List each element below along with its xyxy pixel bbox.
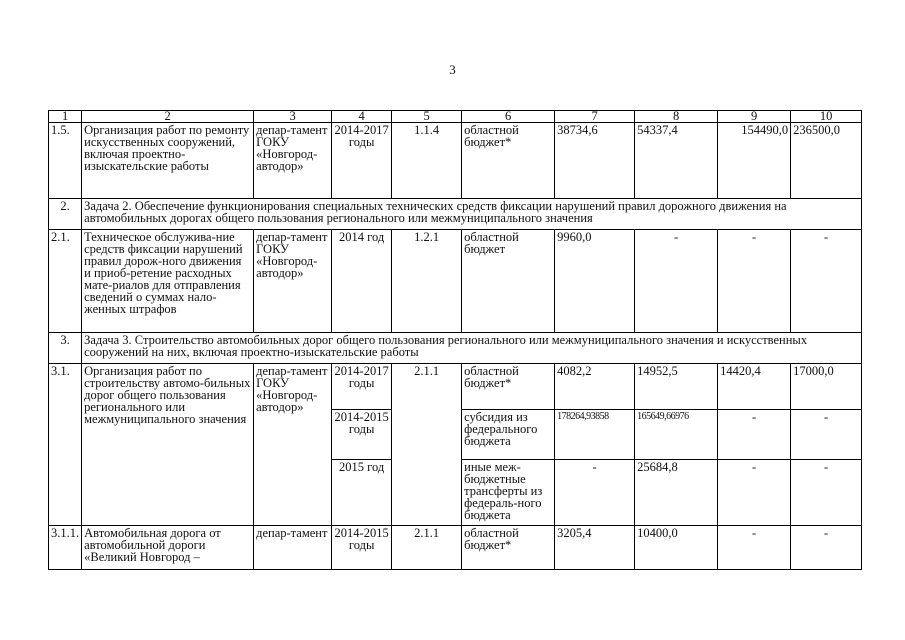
col-header-4: 4 (332, 111, 392, 123)
task-number: 3. (49, 333, 82, 364)
value-col-9: - (718, 460, 791, 526)
col-header-6: 6 (462, 111, 555, 123)
funding-source: областной бюджет* (462, 364, 555, 410)
value-col-8: - (635, 230, 718, 333)
col-header-2: 2 (82, 111, 254, 123)
table-row-3-1-1 (49, 526, 862, 570)
period: 2014-2015 годы (332, 410, 392, 460)
row-number: 3.1. (49, 364, 82, 526)
task-row-3 (49, 333, 862, 364)
executor: депар-тамент ГОКУ «Новгород-автодор» (254, 230, 332, 333)
task-text: Задача 3. Строительство автомобильных дорог общего пользования регионального или межмуниципального значения и искусственных сооружений на них, включая проектно-изыскательские работы (82, 333, 862, 364)
value-col-7: 4082,2 (555, 364, 635, 410)
value-col-8: 25684,8 (635, 460, 718, 526)
activity-name: Техническое обслужива-ние средств фиксации нарушений правил дорож-ного движения и приоб-ретение расходных мате-риалов для отправления сведений о суммах нало-женных штрафов (82, 230, 254, 333)
target-indicator: 2.1.1 (392, 364, 462, 526)
col-header-8: 8 (635, 111, 718, 123)
value-col-9: - (718, 230, 791, 333)
value-col-7: 38734,6 (555, 123, 635, 199)
target-indicator: 2.1.1 (392, 526, 462, 570)
task-text: Задача 2. Обеспечение функционирования специальных технических средств фиксации нарушений правил дорожного движения на автомобильных дорогах общего пользования регионального или межмуниципального значения (82, 199, 862, 230)
value-col-8: 10400,0 (635, 526, 718, 570)
activity-name: Автомобильная дорога от автомобильной дороги «Великий Новгород – (82, 526, 254, 570)
value-col-8: 165649,66976 (635, 410, 718, 460)
row-number: 3.1.1. (49, 526, 82, 570)
executor: депар-тамент ГОКУ «Новгород-автодор» (254, 123, 332, 199)
funding-source: областной бюджет* (462, 526, 555, 570)
executor: депар-тамент (254, 526, 332, 570)
value-col-9: - (718, 526, 791, 570)
col-header-1: 1 (49, 111, 82, 123)
value-col-10: - (791, 526, 862, 570)
value-col-9: - (718, 410, 791, 460)
page-number: 3 (449, 62, 456, 77)
value-col-10: - (791, 230, 862, 333)
value-col-10: 17000,0 (791, 364, 862, 410)
col-header-10: 10 (791, 111, 862, 123)
row-number: 2.1. (49, 230, 82, 333)
value-col-10: - (791, 460, 862, 526)
value-col-9: 14420,4 (718, 364, 791, 410)
column-number-row (49, 111, 862, 123)
period: 2014 год (332, 230, 392, 333)
row-number: 1.5. (49, 123, 82, 199)
col-header-9: 9 (718, 111, 791, 123)
value-col-8: 14952,5 (635, 364, 718, 410)
activity-name: Организация работ по строительству автомо-бильных дорог общего пользования регионального или межмуниципального значения (82, 364, 254, 526)
funding-source: иные меж-бюджетные трансферты из федераль-ного бюджета (462, 460, 555, 526)
task-number: 2. (49, 199, 82, 230)
period: 2015 год (332, 460, 392, 526)
task-row-2 (49, 199, 862, 230)
value-col-10: - (791, 410, 862, 460)
funding-source: субсидия из федерального бюджета (462, 410, 555, 460)
value-col-9: 154490,0 (718, 123, 791, 199)
table-row-2-1 (49, 230, 862, 333)
col-header-5: 5 (392, 111, 462, 123)
funding-source: областной бюджет* (462, 123, 555, 199)
col-header-7: 7 (555, 111, 635, 123)
period: 2014-2015 годы (332, 526, 392, 570)
executor: депар-тамент ГОКУ «Новгород-автодор» (254, 364, 332, 526)
value-col-7: 178264,93858 (555, 410, 635, 460)
activity-name: Организация работ по ремонту искусственных сооружений, включая проектно-изыскательские работы (82, 123, 254, 199)
col-header-3: 3 (254, 111, 332, 123)
target-indicator: 1.2.1 (392, 230, 462, 333)
program-table (48, 110, 862, 570)
target-indicator: 1.1.4 (392, 123, 462, 199)
value-col-7: - (555, 460, 635, 526)
value-col-10: 236500,0 (791, 123, 862, 199)
table-row-1-5 (49, 123, 862, 199)
funding-source: областной бюджет (462, 230, 555, 333)
table-row-3-1-a (49, 364, 862, 410)
value-col-7: 3205,4 (555, 526, 635, 570)
value-col-8: 54337,4 (635, 123, 718, 199)
period: 2014-2017 годы (332, 364, 392, 410)
period: 2014-2017 годы (332, 123, 392, 199)
value-col-7: 9960,0 (555, 230, 635, 333)
